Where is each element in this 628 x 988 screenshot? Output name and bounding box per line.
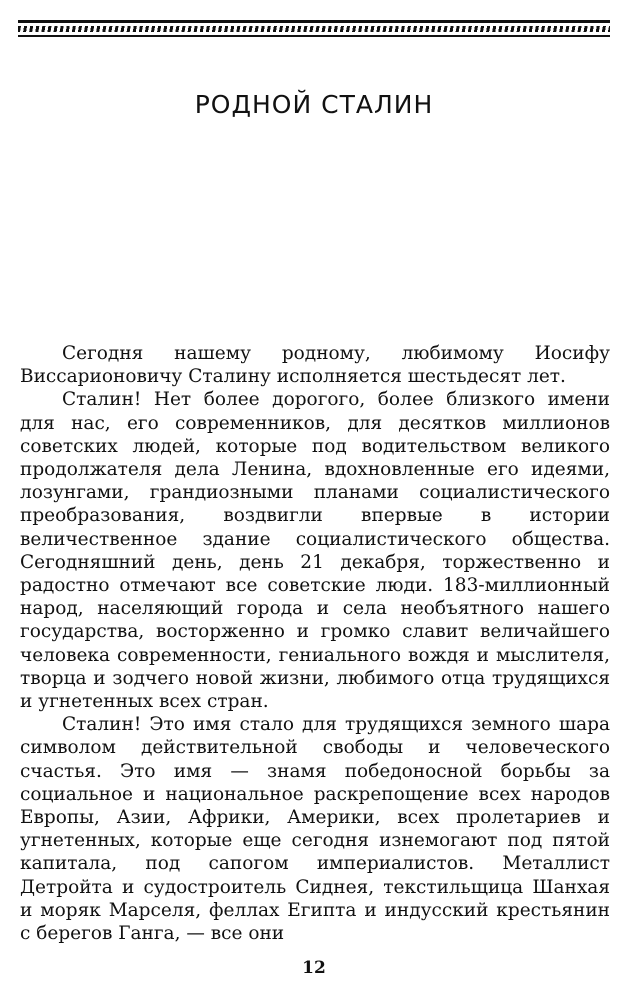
paragraph: Сталин! Нет более дорогого, более близкого имени для нас, его современников, для десятков миллионов советских людей, которые под водительством великого продолжателя дела Ленина, вдохновленные его идеями, лозунгами, грандиозными планами социалистического преобразования, воздвигли впервые в истории величественное здание социалистического общества. Сегодняшний день, день 21 декабря, торжественно и радостно отмечают все советские люди. 183-миллионный народ, населяющий города и села необъятного нашего государства, восторженно и громко славит величайшего человека современности, гениального вождя и мыслителя, творца и зодчего новой жизни, любимого отца трудящихся и угнетенных всех стран. (20, 389, 610, 713)
page-number: 12 (302, 958, 326, 978)
ornament-pattern (18, 26, 610, 32)
top-ornament-rule (18, 20, 610, 42)
ornament-line-bottom (18, 35, 610, 37)
paragraph: Сегодня нашему родному, любимому Иосифу Виссарионовичу Сталину исполняется шестьдесят лет. (20, 343, 610, 388)
paragraph: Сталин! Это имя стало для трудящихся земного шара символом действительной свободы и человеческого счастья. Это имя — знамя победоносной борьбы за социальное и национальное раскрепощение всех народов Европы, Азии, Африки, Америки, всех пролетариев и угнетенных, которые еще сегодня изнемогают под пятой капитала, под сапогом империалистов. Металлист Детройта и судостроитель Сиднея, текстильщица Шанхая и моряк Марселя, феллах Египта и индусский крестьянин с берегов Ганга, — все они (20, 714, 610, 945)
ornament-line-top (18, 20, 610, 23)
chapter-title: РОДНОЙ СТАЛИН (194, 90, 434, 119)
body-text (20, 342, 610, 945)
